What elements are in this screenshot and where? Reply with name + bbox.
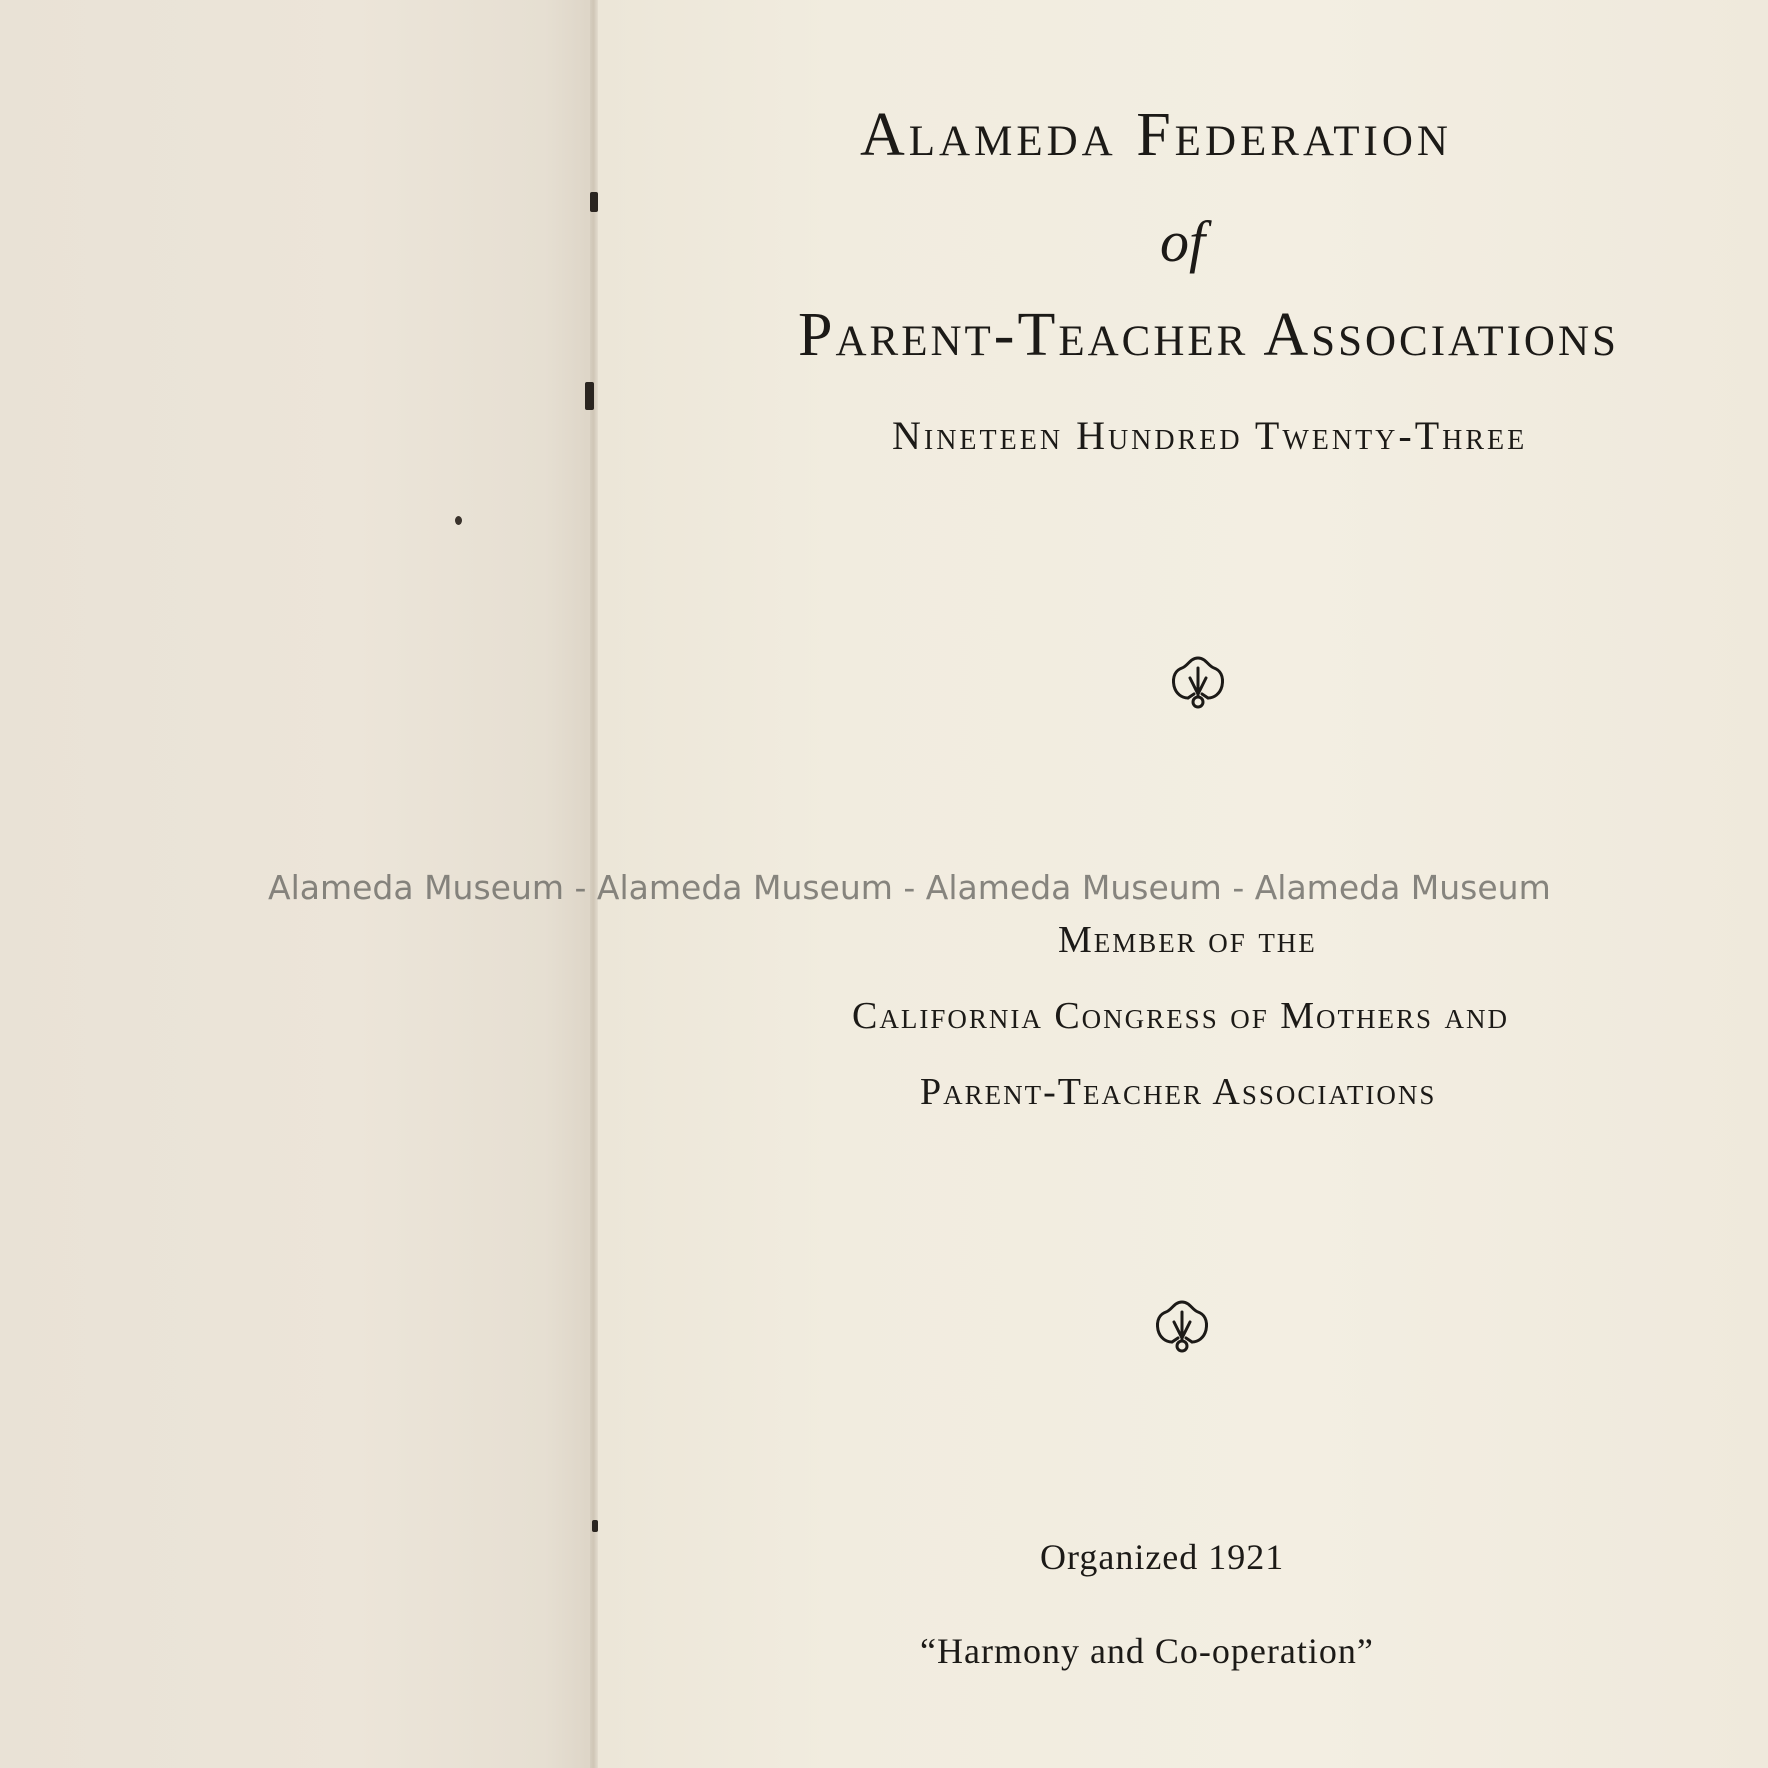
organized-line: Organized 1921 [1040, 1537, 1285, 1577]
member-line-2: California Congress of Mothers and [852, 995, 1510, 1037]
title-line-2: Parent-Teacher Associations [798, 301, 1619, 369]
bell-ornament-icon [1168, 654, 1228, 714]
motto-line: “Harmony and Co-operation” [920, 1631, 1374, 1671]
paper-speck [455, 516, 462, 525]
member-line-1: Member of the [1058, 919, 1317, 961]
member-line-3: Parent-Teacher Associations [920, 1071, 1437, 1113]
staple-top [590, 192, 598, 212]
bell-ornament-icon [1152, 1298, 1212, 1358]
year-line: Nineteen Hundred Twenty-Three [892, 413, 1528, 458]
staple-bottom [592, 1520, 598, 1532]
watermark: Alameda Museum - Alameda Museum - Alameda Museum - Alameda Museum [268, 868, 1551, 907]
staple-upper [585, 382, 594, 410]
title-line-1: Alameda Federation [860, 101, 1452, 169]
title-of: of [1160, 209, 1206, 274]
